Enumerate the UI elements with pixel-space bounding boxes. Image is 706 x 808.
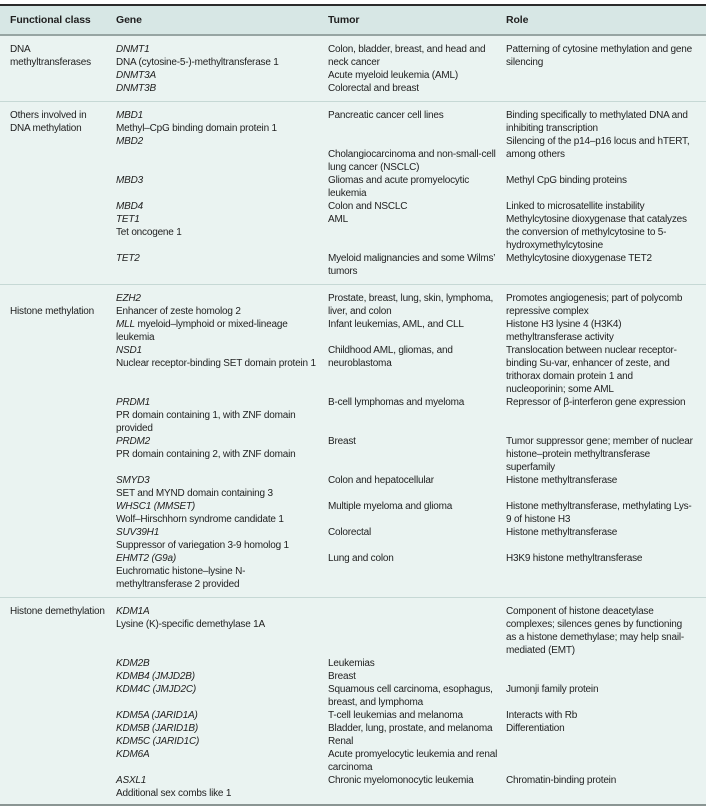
gene-symbol-line [116, 213, 320, 226]
gene-cell [116, 683, 328, 709]
gene-symbol: DNMT3A [116, 70, 156, 81]
functional-class-cell: Histone demethylation [10, 606, 105, 617]
column-header-role: Role [506, 14, 529, 26]
tumor-cell: Bladder, lung, prostate, and melanoma [328, 723, 493, 734]
section-rows [116, 605, 696, 800]
tumor-cell: Colorectal and breast [328, 83, 419, 94]
role-cell: Jumonji family protein [506, 684, 599, 695]
table-row [116, 109, 696, 135]
gene-symbol: EZH2 [116, 293, 141, 304]
gene-symbol: ASXL1 [116, 775, 147, 786]
table-section [0, 598, 706, 806]
role-cell: Interacts with Rb [506, 710, 578, 721]
gene-symbol: DNMT1 [116, 44, 150, 55]
epigenetic-genes-table [0, 4, 706, 806]
gene-cell [116, 435, 328, 474]
table-row [116, 683, 696, 709]
gene-symbol: MBD3 [116, 175, 143, 186]
gene-symbol: PRDM2 [116, 436, 151, 447]
tumor-cell: Prostate, breast, lung, skin, lymphoma, liver, and colon [328, 293, 494, 317]
gene-symbol-line [116, 252, 320, 265]
role-cell: Histone methyltransferase, methylating Lys-9 of histone H3 [506, 501, 692, 525]
tumor-cell: Colon and NSCLC [328, 201, 408, 212]
gene-full-name: Nuclear receptor-binding SET domain protein 1 [116, 358, 316, 369]
table-row [116, 722, 696, 735]
tumor-cell: B-cell lymphomas and myeloma [328, 397, 465, 408]
tumor-cell: Acute promyelocytic leukemia and renal carcinoma [328, 749, 498, 773]
role-cell: Differentiation [506, 723, 565, 734]
table-section [0, 102, 706, 285]
gene-symbol: MBD4 [116, 201, 143, 212]
gene-cell [116, 474, 328, 500]
gene-cell [116, 774, 328, 800]
table-row [116, 552, 696, 591]
role-cell [506, 69, 696, 82]
table-row [116, 774, 696, 800]
functional-class-cell: Others involved in DNA methylation [10, 110, 87, 134]
gene-full-name: PR domain containing 1, with ZNF domain provided [116, 410, 296, 434]
table-row [116, 318, 696, 344]
gene-symbol: KDM1A [116, 606, 150, 617]
column-header-gene: Gene [116, 14, 142, 26]
section-rows [116, 292, 696, 591]
gene-symbol-line [116, 474, 320, 487]
role-cell: Methyl CpG binding proteins [506, 175, 627, 186]
gene-cell [116, 670, 328, 683]
gene-symbol: TET2 [116, 253, 140, 264]
tumor-cell: Chronic myelomonocytic leukemia [328, 775, 474, 786]
role-cell: Silencing of the p14–p16 locus and hTERT, among others [506, 136, 690, 160]
gene-symbol-line [116, 43, 320, 56]
tumor-cell: Squamous cell carcinoma, esophagus, breast, and lymphoma [328, 684, 493, 708]
tumor-cell: Childhood AML, gliomas, and neuroblastoma [328, 345, 453, 369]
gene-symbol: KDM5C (JARID1C) [116, 736, 200, 747]
role-cell: Tumor suppressor gene; member of nuclear histone–protein methyltransferase superfamily [506, 436, 693, 473]
role-cell: Binding specifically to methylated DNA and inhibiting transcription [506, 110, 688, 134]
gene-symbol: EHMT2 (G9a) [116, 553, 177, 564]
gene-symbol-line [116, 748, 320, 761]
gene-cell [116, 200, 328, 213]
gene-symbol-line [116, 82, 320, 95]
gene-symbol-line [116, 200, 320, 213]
functional-class-cell: DNA methyltransferases [10, 44, 91, 68]
gene-symbol: KDM2B [116, 658, 150, 669]
section-rows [116, 43, 696, 95]
gene-symbol: KDMB4 (JMJD2B) [116, 671, 195, 682]
gene-symbol-line [116, 774, 320, 787]
role-cell: Histone H3 lysine 4 (H3K4) methyltransferase activity [506, 319, 622, 343]
table-row [116, 396, 696, 435]
gene-symbol: MLL [116, 319, 135, 330]
gene-full-name: Methyl–CpG binding domain protein 1 [116, 123, 277, 134]
table-row [116, 200, 696, 213]
gene-symbol-line [116, 657, 320, 670]
gene-cell [116, 292, 328, 318]
table-row [116, 174, 696, 200]
gene-symbol-line [116, 709, 320, 722]
tumor-cell [328, 605, 506, 657]
table-row [116, 670, 696, 683]
role-cell: Histone methyltransferase [506, 527, 618, 538]
tumor-cell: Myeloid malignancies and some Wilms’ tumors [328, 253, 495, 277]
table-row [116, 344, 696, 396]
gene-cell [116, 748, 328, 774]
tumor-cell: Lung and colon [328, 553, 394, 564]
gene-symbol: KDM5B (JARID1B) [116, 723, 199, 734]
gene-cell [116, 526, 328, 552]
gene-symbol-line [116, 670, 320, 683]
gene-full-name: Suppressor of variegation 3-9 homolog 1 [116, 540, 289, 551]
table-row [116, 82, 696, 95]
gene-cell [116, 344, 328, 396]
role-cell [506, 670, 696, 683]
gene-symbol-line [116, 109, 320, 122]
tumor-cell: Multiple myeloma and glioma [328, 501, 453, 512]
gene-cell [116, 605, 328, 657]
gene-symbol-line [116, 722, 320, 735]
table-row [116, 605, 696, 657]
gene-cell [116, 43, 328, 69]
column-header-functional-class: Functional class [10, 14, 91, 26]
gene-full-name: Additional sex combs like 1 [116, 788, 232, 799]
gene-cell [116, 109, 328, 135]
gene-full-name: SET and MYND domain containing 3 [116, 488, 273, 499]
gene-cell [116, 722, 328, 735]
gene-symbol-line [116, 396, 320, 409]
role-cell: Histone methyltransferase [506, 475, 618, 486]
gene-cell [116, 735, 328, 748]
gene-symbol-line [116, 292, 320, 305]
role-cell [506, 735, 696, 748]
gene-full-name: Wolf–Hirschhorn syndrome candidate 1 [116, 514, 284, 525]
gene-symbol: DNMT3B [116, 83, 156, 94]
gene-symbol: KDM4C (JMJD2C) [116, 684, 196, 695]
tumor-cell: AML [328, 214, 348, 225]
gene-cell [116, 69, 328, 82]
gene-full-name: PR domain containing 2, with ZNF domain [116, 449, 296, 460]
role-cell: Chromatin-binding protein [506, 775, 617, 786]
table-header [0, 6, 706, 36]
tumor-cell: Leukemias [328, 658, 375, 669]
gene-symbol-line [116, 344, 320, 357]
gene-symbol-line [116, 735, 320, 748]
gene-symbol: TET1 [116, 214, 140, 225]
gene-symbol-line [116, 318, 320, 344]
gene-symbol-line [116, 174, 320, 187]
role-cell [506, 82, 696, 95]
tumor-cell: Colon, bladder, breast, and head and neck cancer [328, 44, 486, 68]
tumor-cell: Acute myeloid leukemia (AML) [328, 70, 459, 81]
gene-symbol-line [116, 605, 320, 618]
role-cell: Linked to microsatellite instability [506, 201, 645, 212]
tumor-cell: T-cell leukemias and melanoma [328, 710, 463, 721]
tumor-cell: Pancreatic cancer cell lines [328, 110, 444, 121]
role-cell: Component of histone deacetylase complexes; silences genes by functioning as a histone demethylase; may help snail-mediated (EMT) [506, 606, 685, 656]
gene-symbol: SMYD3 [116, 475, 150, 486]
role-cell: Patterning of cytosine methylation and gene silencing [506, 44, 692, 68]
tumor-cell: Cholangiocarcinoma and non-small-cell lung cancer (NSCLC) [328, 149, 496, 173]
table-section [0, 285, 706, 598]
gene-cell [116, 318, 328, 344]
role-cell: Methylcytosine dioxygenase TET2 [506, 253, 652, 264]
gene-cell [116, 552, 328, 591]
gene-full-name: DNA (cytosine-5-)-methyltransferase 1 [116, 57, 279, 68]
gene-full-name: Lysine (K)-specific demethylase 1A [116, 619, 266, 630]
role-cell: Translocation between nuclear receptor-binding Su-var, enhancer of zeste, and trithorax domain protein 1 and nucleoporinin; some AML [506, 345, 677, 395]
gene-symbol: NSD1 [116, 345, 142, 356]
gene-symbol-line [116, 552, 320, 565]
section-rows [116, 109, 696, 278]
role-cell [506, 657, 696, 670]
gene-cell [116, 174, 328, 200]
gene-symbol: MBD1 [116, 110, 143, 121]
table-row [116, 474, 696, 500]
gene-cell [116, 252, 328, 278]
gene-symbol-line [116, 135, 320, 148]
gene-cell [116, 82, 328, 95]
table-row [116, 252, 696, 278]
gene-symbol: PRDM1 [116, 397, 151, 408]
gene-cell [116, 657, 328, 670]
gene-symbol: SUV39H1 [116, 527, 160, 538]
table-body [0, 36, 706, 806]
tumor-cell: Breast [328, 671, 356, 682]
gene-full-name: Enhancer of zeste homolog 2 [116, 306, 241, 317]
gene-cell [116, 213, 328, 252]
table-section [0, 36, 706, 102]
table-row [116, 435, 696, 474]
table-row [116, 748, 696, 774]
tumor-cell: Colon and hepatocellular [328, 475, 434, 486]
gene-symbol-line [116, 500, 320, 513]
table-row [116, 526, 696, 552]
tumor-cell: Renal [328, 736, 354, 747]
gene-symbol-line [116, 435, 320, 448]
role-cell: Promotes angiogenesis; part of polycomb repressive complex [506, 293, 683, 317]
table-row [116, 709, 696, 722]
gene-full-name: Tet oncogene 1 [116, 227, 182, 238]
tumor-cell: Breast [328, 436, 356, 447]
gene-inline-description: myeloid–lymphoid or mixed-lineage leukemia [116, 319, 288, 343]
table-row [116, 500, 696, 526]
table-row [116, 69, 696, 82]
table-row [116, 735, 696, 748]
gene-cell [116, 135, 328, 174]
gene-cell [116, 709, 328, 722]
gene-symbol-line [116, 526, 320, 539]
gene-symbol: KDM6A [116, 749, 150, 760]
tumor-cell: Gliomas and acute promyelocytic leukemia [328, 175, 470, 199]
role-cell: H3K9 histone methyltransferase [506, 553, 643, 564]
gene-symbol: KDM5A (JARID1A) [116, 710, 198, 721]
gene-symbol-line [116, 683, 320, 696]
gene-symbol: WHSC1 (MMSET) [116, 501, 196, 512]
table-row [116, 135, 696, 174]
gene-cell [116, 500, 328, 526]
role-cell: Repressor of β-interferon gene expression [506, 397, 686, 408]
table-row [116, 43, 696, 69]
column-header-tumor: Tumor [328, 14, 360, 26]
functional-class-cell: Histone methylation [10, 306, 95, 317]
table-row [116, 213, 696, 252]
table-row [116, 292, 696, 318]
gene-symbol: MBD2 [116, 136, 143, 147]
gene-cell [116, 396, 328, 435]
gene-symbol-line [116, 69, 320, 82]
tumor-cell: Colorectal [328, 527, 372, 538]
role-cell: Methylcytosine dioxygenase that catalyzes the conversion of methylcytosine to 5-hydroxymethylcytosine [506, 214, 687, 251]
table-row [116, 657, 696, 670]
role-cell [506, 748, 696, 774]
tumor-cell: Infant leukemias, AML, and CLL [328, 319, 464, 330]
gene-full-name: Euchromatic histone–lysine N-methyltransferase 2 provided [116, 566, 246, 590]
